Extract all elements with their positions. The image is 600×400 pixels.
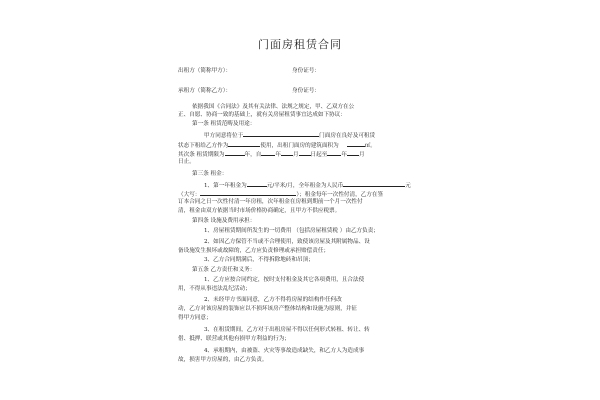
article-1-title: 第一条 租赁范畴及用途： bbox=[192, 121, 256, 127]
article-2-line-1: 其次条 租赁期限为 年，自 年 月 日起至 年 月 bbox=[178, 152, 365, 158]
article-5-line-6: 3、在租赁期间，乙方对于出租房屋不得以任何形式转租、转让、转 bbox=[204, 327, 370, 333]
article-5-line-8: 4、承租期内，由被盗、火灾等事故造成缺失，和乙方人为造成事 bbox=[204, 348, 365, 354]
article-5-line-3: 2、未经甲方书面同意，乙方不得将房屋的结构作任何改 bbox=[204, 297, 342, 303]
article-1-line-1: 甲方同意将位于 门面房在良好及可租赁 bbox=[204, 133, 376, 139]
article-5-line-7: 借、抵押、联营或其他有损甲方利益的行为； bbox=[178, 336, 290, 342]
article-2-line-2: 日止。 bbox=[178, 159, 195, 165]
party-b-label: 承租方（简称乙方）： bbox=[178, 88, 232, 94]
article-4-line-1: 1、房屋租赁期间所发生的一切费用 （包括房屋租赁税 ）由乙方负责； bbox=[204, 228, 379, 234]
article-5-line-2: 用，不得从事违法乱纪活动； bbox=[178, 286, 251, 292]
article-5-line-5: 得甲方同意； bbox=[178, 315, 212, 321]
party-a-id-label: 身份证号： bbox=[292, 68, 320, 74]
article-1-line-2: 状态下租给乙方作为 使用，出租门面房的建筑面积为 ㎡。 bbox=[178, 143, 376, 149]
article-5-line-9: 故，损害甲方房屋的，由乙方负责。 bbox=[178, 357, 268, 363]
article-3-line-3: 订本合同之日一次性付清一年房租，次年租金在房租到期前一个月一次性付 bbox=[178, 199, 363, 205]
article-5-title: 第五条 乙方责任和义务： bbox=[192, 267, 256, 273]
article-4-line-4: 3、乙方合同期满后，不得拆除地砖和吊顶； bbox=[204, 257, 314, 263]
article-4-title: 第四条 设施及费用承担： bbox=[192, 218, 256, 224]
article-5-line-4: 动，乙方对该房屋的装饰应以不损坏该房产整体结构和设施为原则，并征 bbox=[178, 306, 358, 312]
article-5-line-1: 1、乙方应按合同约定，按时支付租金及其它各项费用，且合法使 bbox=[204, 277, 365, 283]
article-4-line-3: 备设施发生损坏或故障的，乙方应负责修理或承担赔偿责任； bbox=[178, 248, 330, 254]
article-3-line-4: 清，租金由双方依据当时市场价格协商确定，且甲方不供应税票。 bbox=[178, 208, 341, 214]
article-3-title: 第三条 租金： bbox=[192, 171, 228, 177]
article-3-line-2: （大写： ）；租金每年一次性付清，乙方在签 bbox=[178, 192, 384, 198]
document-title: 门面房租赁合同 bbox=[258, 38, 342, 51]
intro-line-1: 依据我国《合同法》及其有关法律、法规之规定，甲、乙双方在公 bbox=[192, 104, 355, 110]
intro-line-2: 正、自愿、协商一致的基础上，就有关房屋租赁事宜达成如下协议： bbox=[178, 112, 346, 118]
article-3-line-1: 1、第一年租金为 元/平米/月，全年租金为人民币 元 bbox=[204, 183, 411, 189]
party-b-id-label: 身份证号： bbox=[292, 88, 320, 94]
party-a-label: 出租方（简称甲方）： bbox=[178, 68, 232, 74]
article-4-line-2: 2、如因乙方保管不当或不合理使用，致使该房屋及其附属物品、设 bbox=[204, 239, 370, 245]
